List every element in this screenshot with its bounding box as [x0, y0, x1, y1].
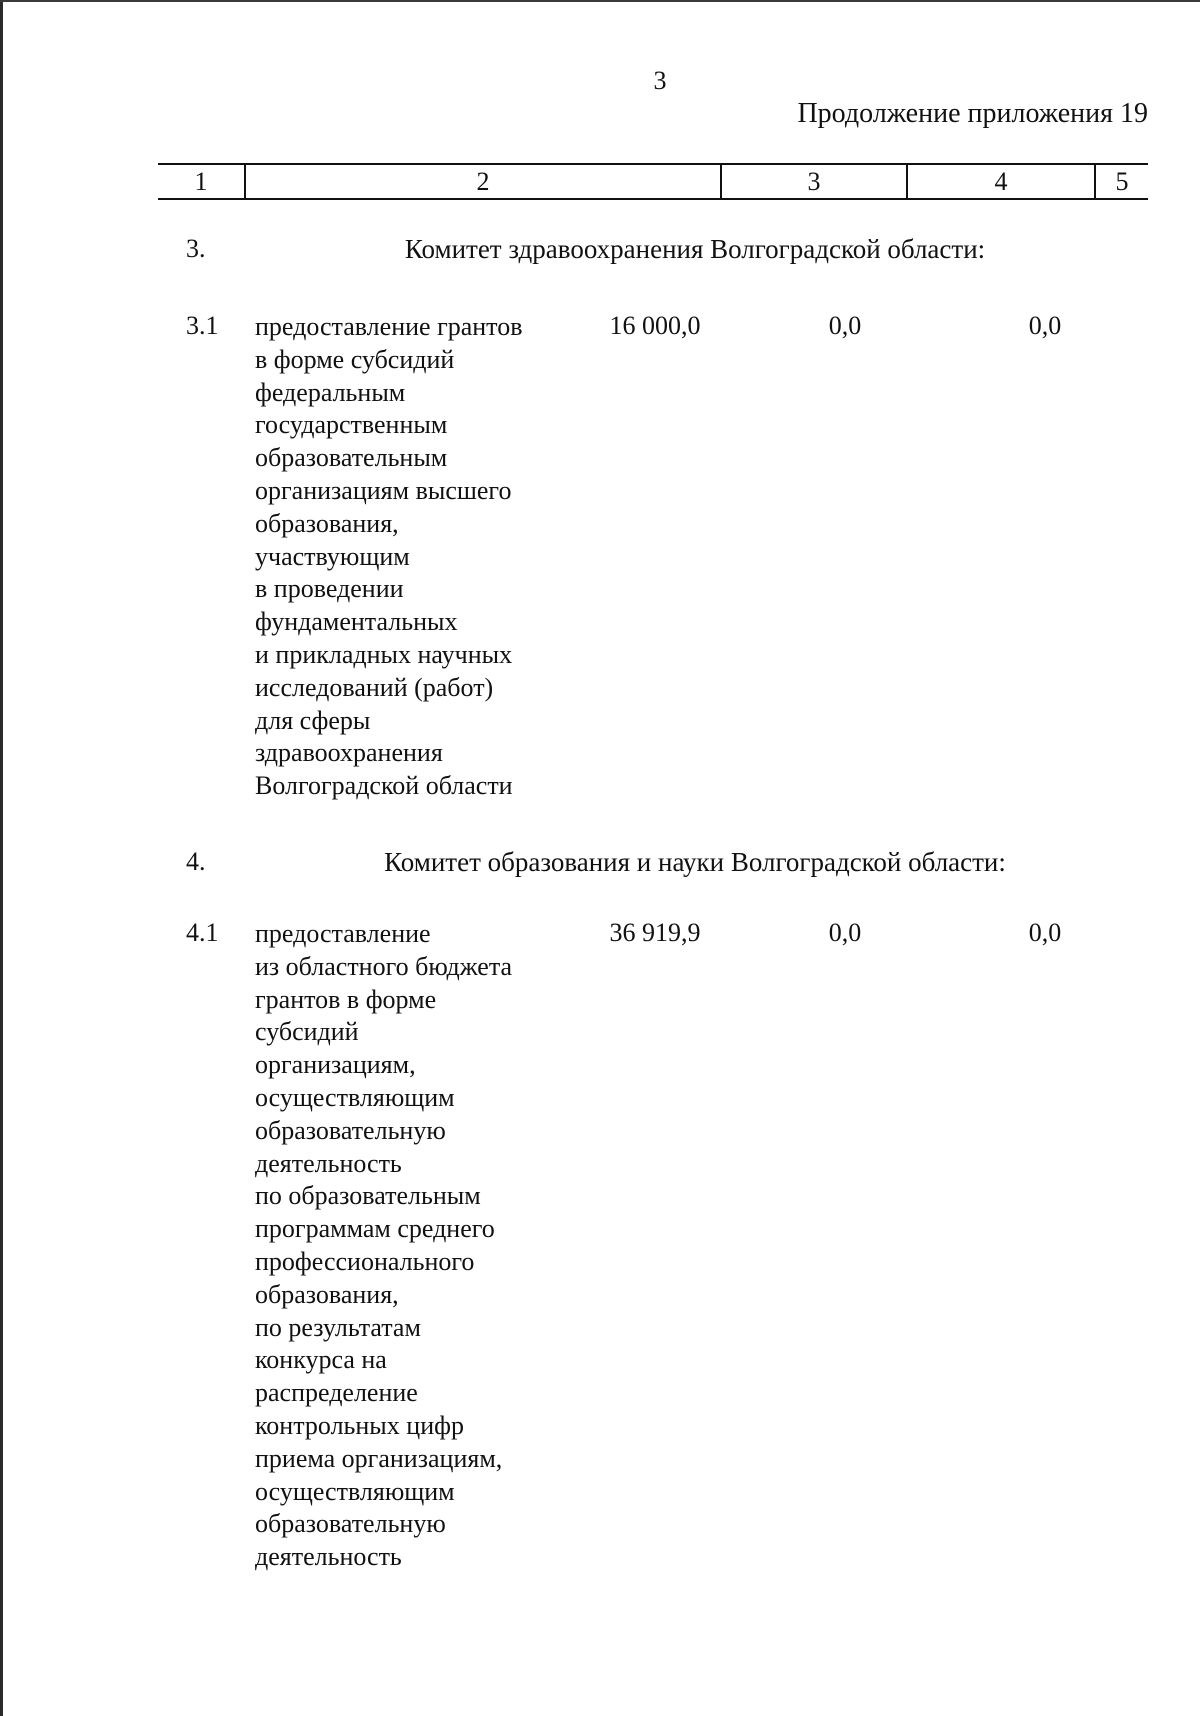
header-cell-2: 2 — [476, 167, 490, 196]
value-col-5: 0,0 — [1028, 918, 1062, 947]
description-line: участвующим — [255, 541, 410, 571]
description-line: организациям, — [255, 1050, 416, 1080]
appendix-label: Продолжение приложения 19 — [797, 98, 1148, 129]
description-line: приема организациям, — [255, 1443, 503, 1473]
item-number: 4.1 — [186, 918, 219, 947]
description-line: образования, — [255, 1279, 399, 1309]
value-col-4: 0,0 — [828, 918, 862, 947]
description-line: осуществляющим — [255, 1082, 455, 1112]
description-line: организациям высшего — [255, 475, 512, 505]
description-line: в проведении — [255, 574, 404, 604]
description-line: предоставление грантов — [255, 312, 523, 341]
description-line: федеральным — [255, 377, 406, 407]
description-line: по образовательным — [255, 1181, 481, 1211]
description-line: деятельность — [255, 1542, 402, 1572]
description-line: субсидий — [255, 1017, 359, 1047]
value-col-3: 36 919,9 — [609, 918, 701, 947]
description-line: деятельность — [255, 1148, 402, 1178]
table-header-row — [158, 163, 1148, 200]
description-line: образовательным — [255, 443, 448, 473]
value-col-5: 0,0 — [1028, 311, 1062, 340]
section-title: Комитет здравоохранения Волгоградской области: — [404, 234, 986, 264]
description-line: контрольных цифр — [255, 1410, 464, 1440]
description-line: образования, — [255, 508, 399, 538]
section-title: Комитет образования и науки Волгоградской области: — [384, 847, 1006, 877]
item-description — [255, 918, 585, 1574]
description-line: по результатам — [255, 1312, 421, 1342]
value-col-4: 0,0 — [828, 311, 862, 340]
item-description — [255, 311, 585, 803]
description-line: образовательную — [255, 1115, 446, 1145]
header-cell-3: 3 — [807, 167, 821, 196]
description-line: из областного бюджета — [255, 951, 513, 981]
scan-edge-top — [0, 0, 1200, 2]
description-line: конкурса на — [255, 1345, 387, 1375]
section-number: 3. — [186, 234, 206, 263]
description-line: предоставление — [255, 919, 431, 948]
scan-edge-left — [0, 0, 3, 1716]
description-line: программам среднего — [255, 1214, 495, 1244]
description-line: грантов в форме — [255, 984, 437, 1014]
description-line: исследований (работ) — [255, 672, 494, 702]
description-line: и прикладных научных — [255, 639, 513, 669]
header-cell-4: 4 — [994, 167, 1008, 196]
description-line: распределение — [255, 1378, 418, 1408]
description-line: в форме субсидий — [255, 344, 455, 374]
value-col-3: 16 000,0 — [609, 311, 701, 340]
description-line: фундаментальных — [255, 607, 458, 637]
description-line: здравоохранения — [255, 738, 443, 768]
description-line: для сферы — [255, 705, 371, 735]
header-cell-1: 1 — [194, 167, 208, 196]
description-line: образовательную — [255, 1509, 446, 1539]
description-line: профессионального — [255, 1246, 475, 1276]
page-number: 3 — [653, 66, 667, 95]
description-line: Волгоградской области — [255, 771, 513, 801]
header-cell-5: 5 — [1115, 167, 1129, 196]
section-number: 4. — [186, 847, 206, 876]
description-line: государственным — [255, 410, 448, 440]
item-number: 3.1 — [186, 311, 219, 340]
description-line: осуществляющим — [255, 1476, 455, 1506]
